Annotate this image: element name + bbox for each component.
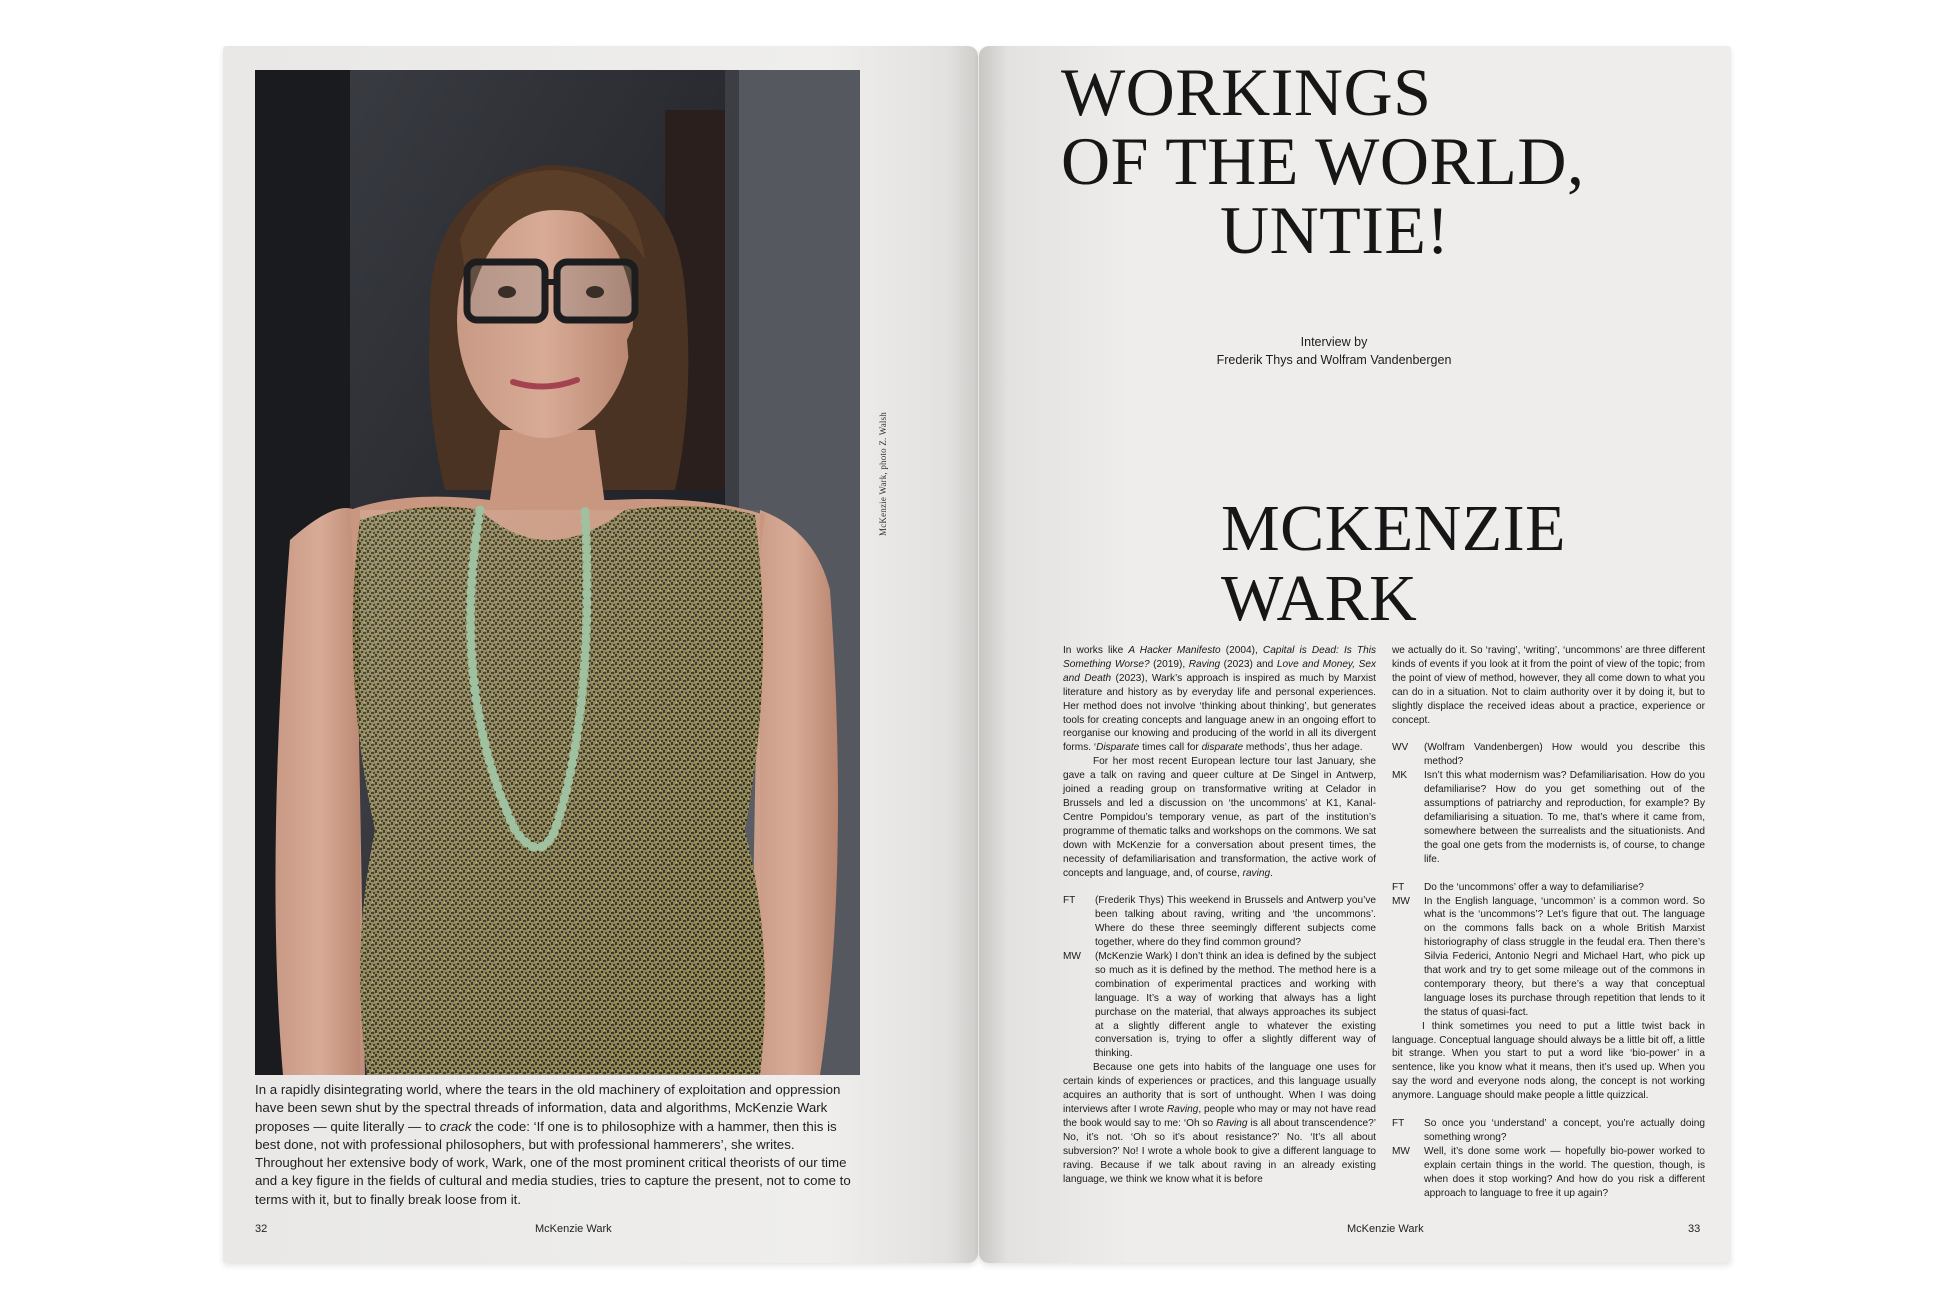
lede-crack: crack — [439, 1118, 472, 1134]
byline-line-1: Interview by — [1300, 335, 1368, 349]
intro-text: (2004), — [1220, 645, 1263, 656]
qa-item — [1392, 769, 1705, 866]
lede-paragraph — [255, 1081, 865, 1209]
emphasis: raving — [1242, 867, 1271, 879]
lede-text-1: In a rapidly disintegrating world, where the tears in the old machinery of exploitation and oppression have been sewn shut by the spectral threads of information, data and algorithms, McKenzie Wark proposes — quite literally — to — [255, 1082, 841, 1134]
emphasis: Raving — [1216, 1117, 1248, 1129]
intro-paragraph-1 — [1063, 644, 1376, 755]
name-line-1: MCKENZIE — [1221, 492, 1566, 565]
lede-text-2: the code: ‘If one is to philosophize with a hammer, then this is best done, not with professional philosophers, but with professional hammerers’, she writes. Throughout her extensive body of work, Wark, one of the most prominent critical theorists of our time and a key figure in the fields of cultural and media studies, tries to capture the present, not to come to terms with it, but to finally break loose from it. — [255, 1118, 851, 1207]
qa-item — [1392, 1145, 1705, 1201]
article-title — [1061, 54, 1621, 268]
qa-item — [1392, 881, 1705, 895]
qa-text: Well, it’s done some work — hopefully bio-power worked to explain certain things in the world. The question, though, is when does it stop working? And how do you risk a different approach to language to free it up again? — [1424, 1145, 1705, 1199]
qa-text: So once you ‘understand’ a concept, you’re actually doing something wrong? — [1424, 1118, 1705, 1143]
book-title: Capital is Dead: Is This Something Worse? — [1063, 645, 1376, 670]
speaker-label: MW — [1392, 1145, 1410, 1157]
body-text: , people who may or may not have read the book would say to me: ‘Oh so — [1063, 1104, 1376, 1129]
text-column-2 — [1392, 644, 1705, 1201]
photo-credit: McKenzie Wark, photo Z. Walsh — [878, 412, 888, 536]
speaker-label: WV — [1392, 742, 1409, 754]
answer-continuation — [1063, 1061, 1376, 1186]
intro-text: In works like — [1063, 645, 1129, 656]
title-line-3: UNTIE! — [1220, 192, 1450, 268]
text-column-1 — [1063, 644, 1376, 1186]
emphasis: Raving — [1166, 1104, 1199, 1115]
qa-item — [1063, 950, 1376, 1061]
title-line-1: WORKINGS — [1061, 54, 1432, 130]
body-text: is all about transcendence?’ No, it’s not. ‘Oh so it’s about resistance?’ No. ‘It’s all about subversion?’ No! I wrote a whole book to give a different language to raving. Because if we talk about raving in an already existing language, we think we know what it is before — [1063, 1117, 1376, 1185]
qa-item — [1392, 895, 1705, 1020]
book-title: Raving — [1188, 658, 1221, 670]
page-number-left: 32 — [255, 1223, 268, 1235]
portrait-photo — [255, 70, 860, 1075]
qa-item — [1063, 894, 1376, 950]
qa-item — [1392, 741, 1705, 769]
answer-continuation: I think sometimes you need to put a little twist back in language. Conceptual language should always be a little bit off, a little bit strange. When you start to put a word like ‘bio-power’ in a sentence, like you know what it means, then it’s used up. When you say the word and everyone nods along, the concept is not working anymore. Language should make people a little quizzical. — [1392, 1020, 1705, 1102]
speaker-label: MK — [1392, 770, 1408, 782]
intro-text: times call for — [1139, 742, 1202, 754]
emphasis: Disparate — [1096, 742, 1140, 754]
name-line-2: WARK — [1221, 562, 1418, 635]
qa-text: (McKenzie Wark) I don’t think an idea is defined by the subject so much as it is defined by the method. The method here is a combination of experimental practices and working with language. It’s a way of working that always has a light purchase on the material, that always approaches its subject at a slightly different angle to whatever the existing conversation is, trying to offer a slightly different way of thinking. — [1095, 951, 1376, 1060]
running-head-right: McKenzie Wark — [1347, 1223, 1424, 1235]
intro-paragraph-2 — [1063, 755, 1376, 880]
emphasis: disparate — [1201, 742, 1244, 754]
intro-text: (2019), — [1149, 658, 1189, 670]
speaker-label: FT — [1063, 895, 1076, 907]
intro-text: (2023) and — [1220, 658, 1277, 670]
page-number-right: 33 — [1688, 1223, 1701, 1235]
qa-item — [1392, 1117, 1705, 1145]
interviewee-name — [1221, 494, 1566, 634]
book-title: Love and Money, Sex and Death — [1063, 658, 1376, 684]
speaker-label: MW — [1392, 895, 1410, 907]
speaker-label: MW — [1063, 951, 1081, 963]
speaker-label: FT — [1392, 1118, 1405, 1130]
portrait-illustration — [255, 70, 860, 1075]
book-title: A Hacker Manifesto — [1128, 645, 1221, 656]
qa-text: (Wolfram Vandenbergen) How would you describe this method? — [1424, 742, 1705, 768]
qa-text: Isn’t this what modernism was? Defamiliarisation. How do you defamiliarise? How do you get something out of the assumptions of patriarchy and reproduction, for example? By defamiliarising a situation. To me, that’s where it came from, somewhere between the surrealists and the situationists. And the goal one gets from the modernists is, of course, to change life. — [1424, 770, 1705, 865]
intro-text: For her most recent European lecture tour last January, she gave a talk on raving and queer culture at De Singel in Antwerp, joined a reading group on transformative writing at Celador in Brussels and led a discussion on ‘the uncommons’ at K1, Kanal-Centre Pompidou’s temporary venue, as part of the institution’s programme of thematic talks and workshops on the commons. We sat down with McKenzie for a conversation about present times, the necessity of defamiliarisation and transformation, the active work of concepts and language, and, of course, — [1063, 756, 1376, 879]
speaker-label: FT — [1392, 881, 1405, 893]
body-text: Because one gets into habits of the language one uses for certain kinds of experiences or practices, and this language usually acquires an authority that is sort of unthought. When I was doing interviews after I wrote — [1063, 1062, 1376, 1115]
intro-text: . — [1270, 867, 1273, 879]
running-head-left: McKenzie Wark — [535, 1223, 612, 1235]
qa-text: Do the ‘uncommons’ offer a way to defamiliarise? — [1424, 881, 1644, 893]
intro-text: (2023), Wark’s approach is inspired as much by Marxist literature and history as by everyday life and personal experiences. Her method does not involve ‘thinking about thinking’, but generates tools for creating concepts and language anew in an ongoing effort to reorganise our knowing and producing of the world in all its divergent forms. ‘ — [1063, 672, 1376, 754]
qa-text: (Frederik Thys) This weekend in Brussels and Antwerp you’ve been talking about raving, writing and ‘the uncommons’. Where do these three seemingly different subjects come together, where do they find common ground? — [1095, 895, 1376, 949]
title-line-2: OF THE WORLD, — [1061, 123, 1585, 199]
byline-line-2: Frederik Thys and Wolfram Vandenbergen — [1216, 353, 1452, 367]
left-page — [223, 46, 978, 1263]
qa-text: In the English language, ‘uncommon’ is a common word. So what is the ‘uncommons’? Let’s figure that out. The language on the commons falls back on a whole British Marxist historiography of class struggle in the feudal era. Then there’s Silvia Federici, Antonio Negri and Michael Hart, who pick up that work and try to get some mileage out of the commons in contemporary theory, but there’s a way that conceptual language loses its purchase through repetition that lends to it the status of quasi-fact. — [1424, 895, 1705, 1018]
right-page — [979, 46, 1731, 1263]
byline — [1129, 333, 1539, 369]
intro-text: methods’, thus her adage. — [1243, 742, 1363, 754]
answer-continuation: we actually do it. So ‘raving’, ‘writing’, ‘uncommons’ are three different kinds of events if you look at it from the point of view of the topic; from the point of view of method, however, they all come down to what you can do in a situation. Not to claim authority over it by doing it, but to slightly displace the received ideas about a practice, experience or concept. — [1392, 645, 1705, 726]
